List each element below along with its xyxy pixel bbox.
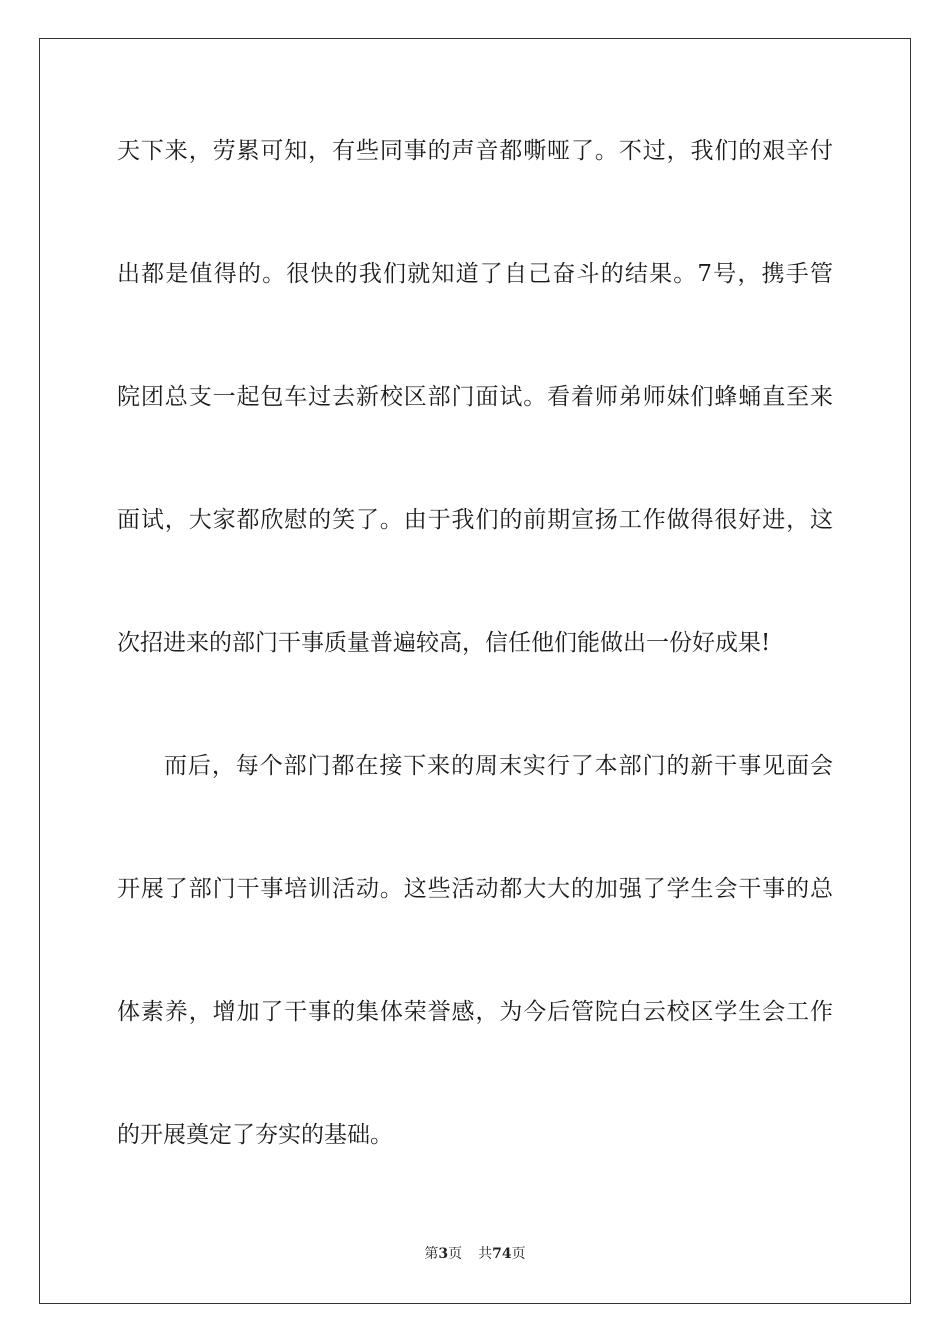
total-prefix: 共 [478, 1246, 493, 1262]
total-suffix: 页 [511, 1246, 526, 1262]
page-number: 3 [438, 1246, 449, 1262]
text-line: 开展了部门干事培训活动。这些活动都大大的加强了学生会干事的总 [117, 876, 833, 902]
total-pages: 74 [492, 1246, 512, 1262]
page-suffix: 页 [448, 1246, 463, 1262]
text-line: 的开展奠定了夯实的基础。 [117, 1122, 393, 1148]
page-footer [0, 1243, 950, 1263]
text-line: 而后，每个部门都在接下来的周末实行了本部门的新干事见面会 [164, 753, 833, 779]
text-line: 体素养，增加了干事的集体荣誉感，为今后管院白云校区学生会工作 [117, 999, 833, 1025]
text-line: 出都是值得的。很快的我们就知道了自己奋斗的结果。7号，携手管 [117, 261, 833, 287]
text-line: 次招进来的部门干事质量普遍较高，信任他们能做出一份好成果! [117, 630, 771, 656]
text-line: 天下来，劳累可知，有些同事的声音都嘶哑了。不过，我们的艰辛付 [117, 138, 833, 164]
text-line: 院团总支一起包车过去新校区部门面试。看着师弟师妹们蜂蛹直至来 [117, 384, 833, 410]
text-line: 面试，大家都欣慰的笑了。由于我们的前期宣扬工作做得很好进，这 [117, 507, 833, 533]
page-prefix: 第 [424, 1246, 439, 1262]
